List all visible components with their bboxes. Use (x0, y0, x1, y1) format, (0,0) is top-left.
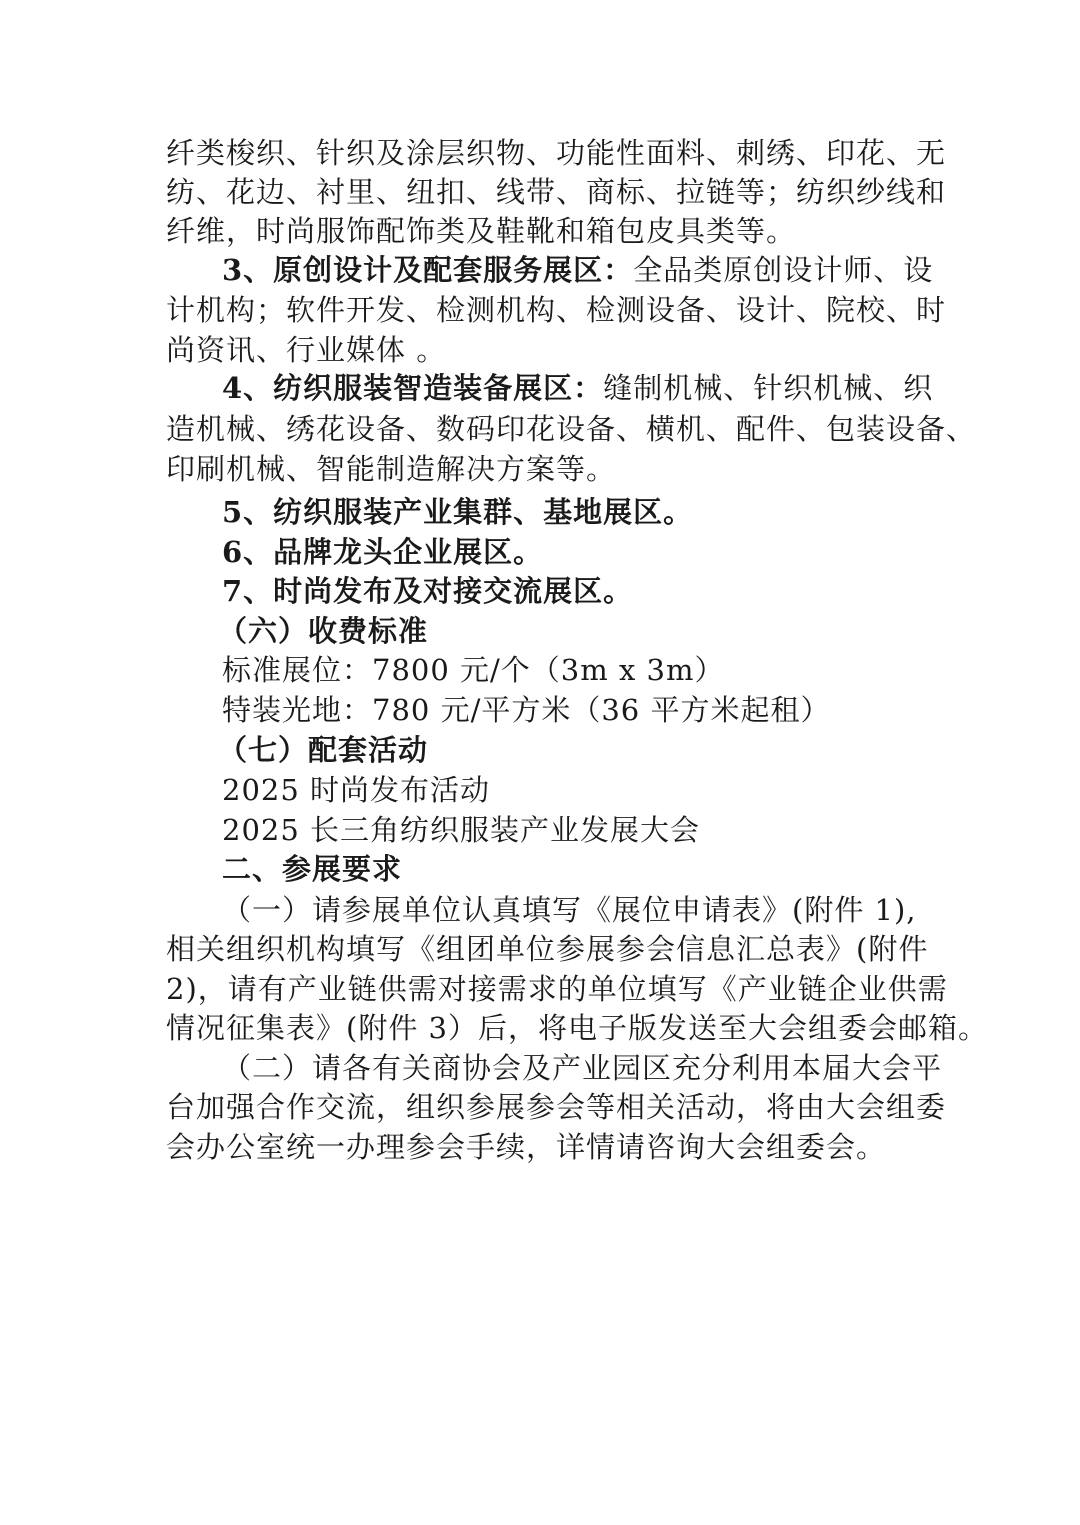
item6-heading: 6、品牌龙头企业展区。 (222, 535, 544, 569)
raw-space-fee: 特装光地：780 元/平方米（36 平方米起租） (222, 693, 831, 727)
requirement-1-line-3: 2)，请有产业链供需对接需求的单位填写《产业链企业供需 (166, 972, 948, 1006)
item4-line-2: 造机械、绣花设备、数码印花设备、横机、配件、包装设备、 (166, 412, 977, 446)
requirement-2-line-1: （二）请各有关商协会及产业园区充分利用本届大会平 (222, 1051, 943, 1085)
requirement-1-line-1: （一）请参展单位认真填写《展位申请表》(附件 1), (222, 893, 917, 927)
requirement-2-line-3: 会办公室统一办理参会手续，详情请咨询大会组委会。 (166, 1130, 887, 1164)
requirement-1-line-4: 情况征集表》(附件 3）后，将电子版发送至大会组委会邮箱。 (166, 1011, 988, 1045)
item3-line-2: 计机构；软件开发、检测机构、检测设备、设计、院校、时 (166, 293, 947, 327)
item5-heading: 5、纺织服装产业集群、基地展区。 (222, 495, 694, 529)
textiles-line-1: 纤类梭织、针织及涂层织物、功能性面料、刺绣、印花、无 (166, 136, 947, 170)
textiles-line-2: 纺、花边、衬里、纽扣、线带、商标、拉链等；纺织纱线和 (166, 175, 947, 209)
requirement-2-line-2: 台加强合作交流，组织参展参会等相关活动，将由大会组委 (166, 1090, 947, 1124)
requirement-1-line-2: 相关组织机构填写《组团单位参展参会信息汇总表》(附件 (166, 932, 929, 966)
item3-line-1 (222, 251, 934, 289)
fees-heading: （六）收费标准 (218, 614, 429, 648)
item4-line-3: 印刷机械、智能制造解决方案等。 (166, 452, 617, 486)
item4-line-1-rest: 缝制机械、针织机械、织 (603, 371, 934, 405)
activity-2: 2025 长三角纺织服装产业发展大会 (222, 813, 701, 847)
item4-heading: 4、纺织服装智造装备展区： (222, 371, 604, 405)
requirements-heading: 二、参展要求 (222, 852, 403, 886)
item3-heading: 3、原创设计及配套服务展区： (222, 253, 634, 287)
activities-heading: （七）配套活动 (218, 733, 429, 767)
textiles-line-3: 纤维，时尚服饰配饰类及鞋靴和箱包皮具类等。 (166, 214, 797, 248)
standard-booth-fee: 标准展位：7800 元/个（3m x 3m） (222, 653, 725, 687)
activity-1: 2025 时尚发布活动 (222, 773, 491, 807)
item4-line-1 (222, 369, 934, 407)
item7-heading: 7、时尚发布及对接交流展区。 (222, 574, 634, 608)
item3-line-1-rest: 全品类原创设计师、设 (633, 253, 934, 287)
item3-line-3: 尚资讯、行业媒体 。 (166, 333, 447, 367)
